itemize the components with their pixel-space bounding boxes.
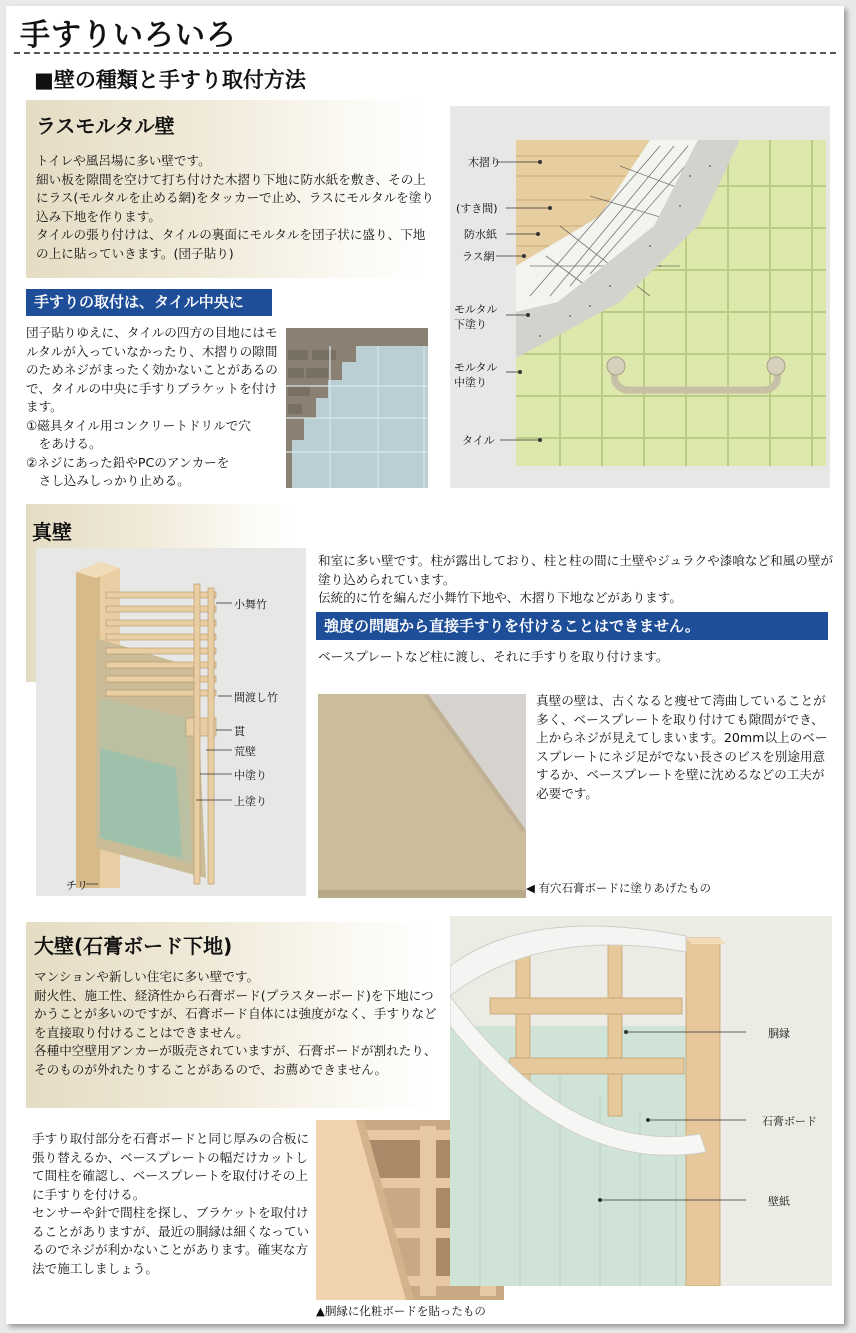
- lath-label-tile: タイル: [462, 434, 495, 447]
- okabe-mounting-text: 手すり取付部分を石膏ボードと同じ厚みの合板に張り替えるか、ベースプレートの幅だけカットして間柱を確認し、ベースプレートを取付けその上に手すりを付ける。 センサーや針で間柱を探し、ブラケットを取付けることがありますが、最近の胴縁は細くなっているのでネジが利かないことがあります。確実な方法で施工しましょう。: [32, 1131, 310, 1276]
- lath-wall-diagram: [450, 106, 830, 488]
- lath-label-kizuri: 木摺り: [468, 156, 501, 169]
- title-divider: [14, 52, 836, 54]
- shinkabe-heading: 真壁: [32, 520, 72, 544]
- lath-mounting-text: 団子貼りゆえに、タイルの四方の目地にはモルタルが入っていなかったり、木摺りの隙間のためネジがまったく効かないことがあるので、タイルの中央に手すりブラケットを付けます。 ①磁具タイル用コンクリートドリルで穴 をあける。 ②ネジにあった鉛やPCのアンカーを さし込みしっかり止める。: [26, 325, 278, 488]
- shinkabe-wall-diagram: [36, 548, 306, 896]
- plaster-board-caption: ◀ 有穴石膏ボードに塗りあげたもの: [526, 881, 711, 895]
- shinkabe-description: 和室に多い壁です。柱が露出しており、柱と柱の間に土壁やジュラクや漆喰など和風の壁が塗り込められています。 伝統的に竹を編んだ小舞竹下地や、木摺り下地などがあります。: [318, 553, 834, 605]
- okabe-label-furring: 胴縁: [768, 1027, 790, 1040]
- page: [6, 6, 844, 1324]
- shinkabe-baseplate-text: ベースプレートなど柱に渡し、それに手すりを取り付けます。: [318, 649, 669, 664]
- okabe-label-wallpaper: 壁紙: [768, 1195, 790, 1208]
- shinkabe-label-chiri: チリ: [66, 879, 88, 892]
- tile-wall-photo: [286, 328, 428, 488]
- okabe-label-gypsum-board: 石膏ボード: [762, 1115, 817, 1128]
- lath-subheading-bar: 手すりの取付は、タイル中央に: [26, 289, 272, 316]
- plaster-board-photo: [318, 694, 526, 898]
- shinkabe-label-uwanuri: 上塗り: [234, 795, 267, 808]
- lath-label-mortar-base: モルタル 下塗り: [454, 303, 498, 331]
- shinkabe-label-komaidake: 小舞竹: [234, 598, 267, 611]
- shinkabe-warning-bar: 強度の問題から直接手すりを付けることはできません。: [316, 612, 828, 640]
- furring-board-caption: ▲胴縁に化粧ボードを貼ったもの: [316, 1304, 486, 1318]
- shinkabe-label-nakanuri: 中塗り: [234, 769, 267, 782]
- lath-label-waterproof-paper: 防水紙: [464, 228, 497, 241]
- okabe-wall-diagram: [450, 916, 832, 1286]
- shinkabe-label-mawatashidake: 間渡し竹: [234, 691, 278, 704]
- lath-description: トイレや風呂場に多い壁です。 細い板を隙間を空けて打ち付けた木摺り下地に防水紙を敷き、その上にラス(モルタルを止める網)をタッカーで止め、ラスにモルタルを塗り込み下地を作ります。 タイルの張り付けは、タイルの裏面にモルタルを団子状に盛り、下地の上に貼っていきます。(団子貼り): [36, 153, 434, 261]
- section-subtitle: ■壁の種類と手すり取付方法: [34, 68, 306, 92]
- okabe-description: マンションや新しい住宅に多い壁です。 耐火性、施工性、経済性から石膏ボード(プラスターボード)を下地につかうことが多いのですが、石膏ボード自体には強度がなく、手すりなどを直接取り付けることはできません。 各種中空壁用アンカーが販売されていますが、石膏ボードが割れたり、そのものが外れたりすることがあるので、お薦めできません。: [34, 969, 437, 1077]
- lath-label-mortar-middle: モルタル 中塗り: [454, 361, 498, 389]
- shinkabe-label-nuki: 貫: [234, 725, 245, 738]
- lath-heading: ラスモルタル壁: [36, 114, 175, 138]
- lath-label-gap: (すき間): [456, 202, 498, 215]
- shinkabe-curving-text: 真壁の壁は、古くなると痩せて湾曲していることが多く、ベースプレートを取り付けても隙間ができ、上からネジが見えてしまいます。20mm以上のベースプレートにネジ足がでない長さのビスを別途用意するか、ベースプレートを壁に沈めるなどの工夫が必要です。: [536, 693, 828, 801]
- lath-label-lath-net: ラス網: [462, 250, 495, 263]
- page-title: 手すりいろいろ: [20, 18, 237, 53]
- shinkabe-label-arakabe: 荒壁: [234, 745, 256, 758]
- okabe-heading: 大壁(石膏ボード下地): [34, 934, 233, 958]
